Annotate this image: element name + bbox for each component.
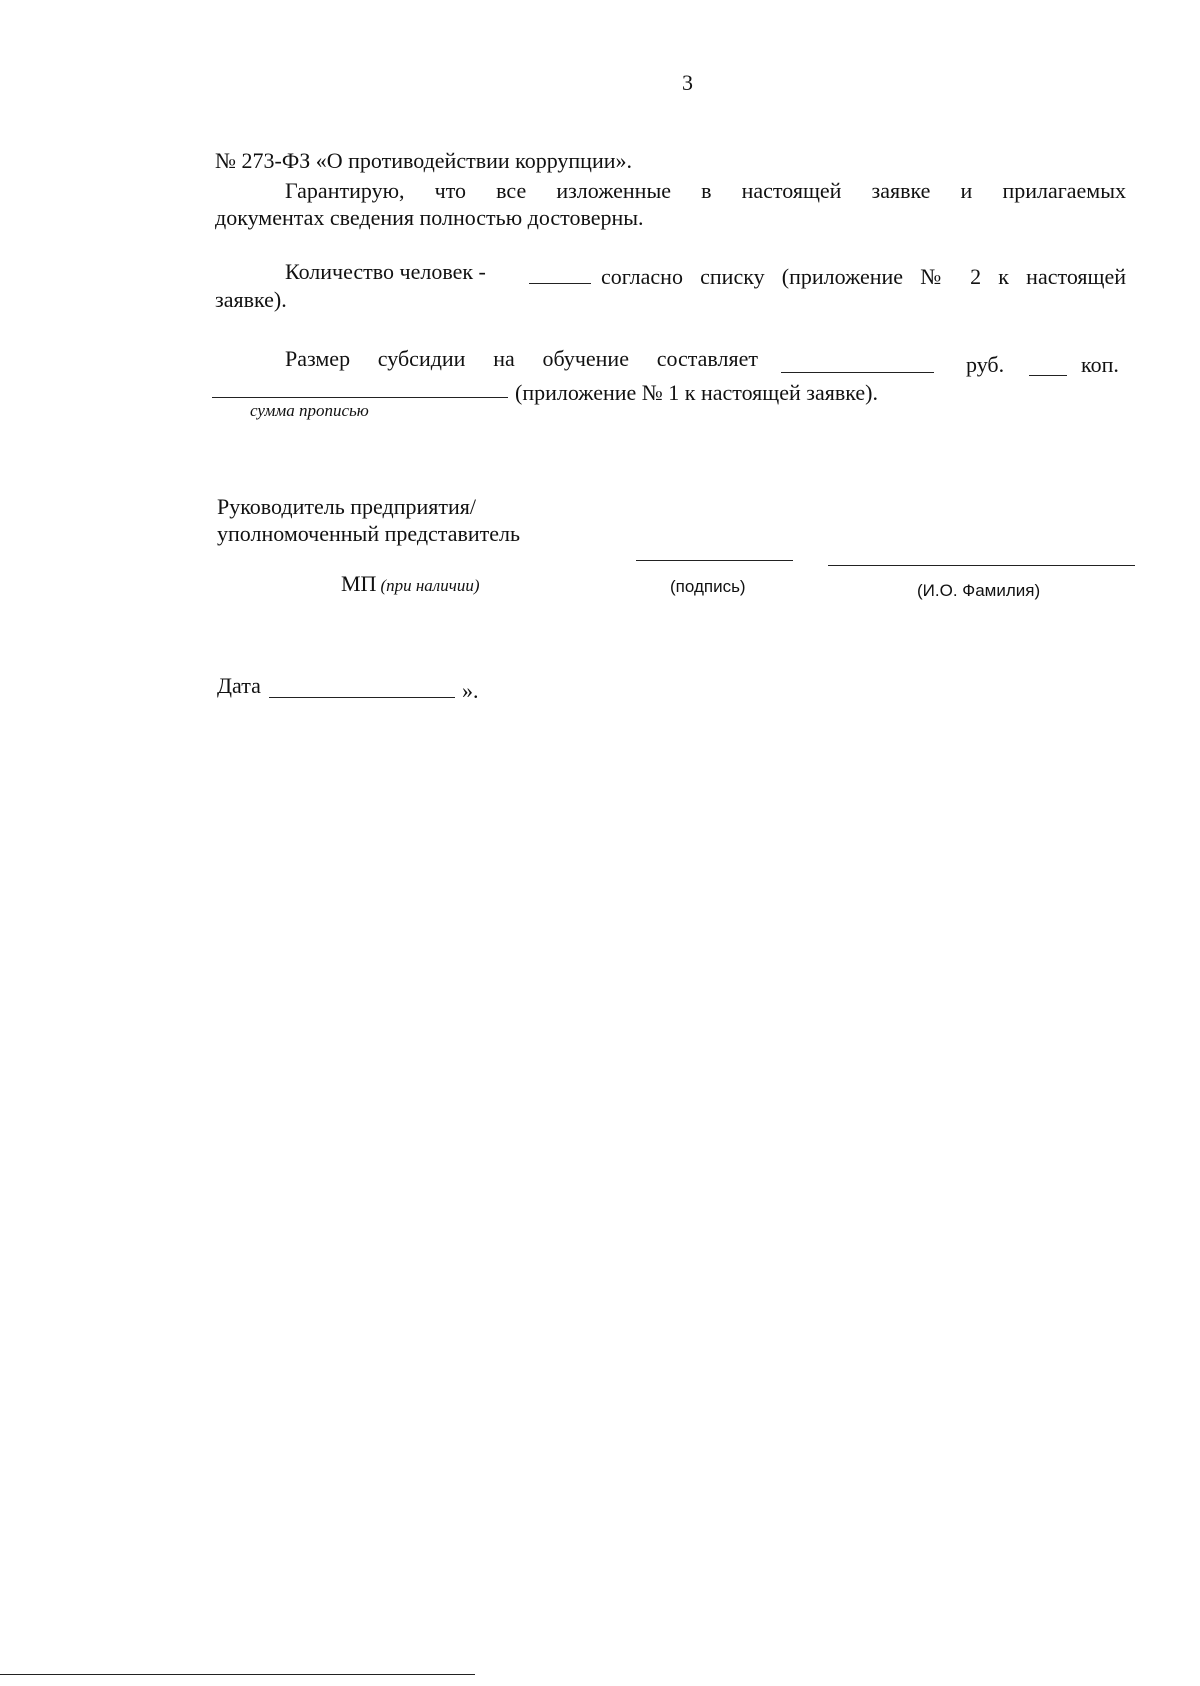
quantity-prefix: Количество человек - [285, 259, 486, 284]
subsidy-kop-label: коп. [1081, 352, 1119, 377]
page-number: 3 [682, 70, 693, 95]
signatory-line-1: Руководитель предприятия/ [217, 494, 476, 519]
bottom-edge-line [0, 1674, 475, 1675]
full-name-caption: (И.О. Фамилия) [917, 581, 1041, 600]
date-label: Дата [217, 673, 261, 698]
date-blank-line [269, 697, 455, 698]
stamp-note: (при наличии) [380, 576, 480, 595]
signatory-line-2: уполномоченный представитель [217, 521, 521, 546]
subsidy-prefix: Размер субсидии на обучение составляет [285, 346, 758, 371]
signature-line [636, 560, 793, 561]
quantity-line-2: заявке). [215, 287, 287, 312]
guarantee-line-2: документах сведения полностью достоверны. [215, 205, 644, 230]
subsidy-caption: сумма прописью [250, 401, 369, 420]
stamp-label-group [341, 571, 479, 597]
signature-caption: (подпись) [670, 577, 746, 596]
date-suffix: ». [462, 678, 479, 703]
quantity-blank-line [529, 283, 591, 284]
subsidy-words-blank-line [212, 397, 508, 398]
subsidy-rub-blank-line [781, 372, 934, 373]
subsidy-line-2: (приложение № 1 к настоящей заявке). [515, 380, 878, 405]
quantity-suffix: согласно списку (приложение № 2 к настоящей [601, 264, 1126, 289]
guarantee-line-1: Гарантирую, что все изложенные в настоящей заявке и прилагаемых [285, 178, 1126, 203]
subsidy-rub-label: руб. [966, 352, 1005, 377]
stamp-label: МП [341, 571, 377, 596]
subsidy-kop-blank-line [1029, 375, 1067, 376]
full-name-line [828, 565, 1135, 566]
law-reference: № 273-ФЗ «О противодействии коррупции». [215, 148, 633, 173]
